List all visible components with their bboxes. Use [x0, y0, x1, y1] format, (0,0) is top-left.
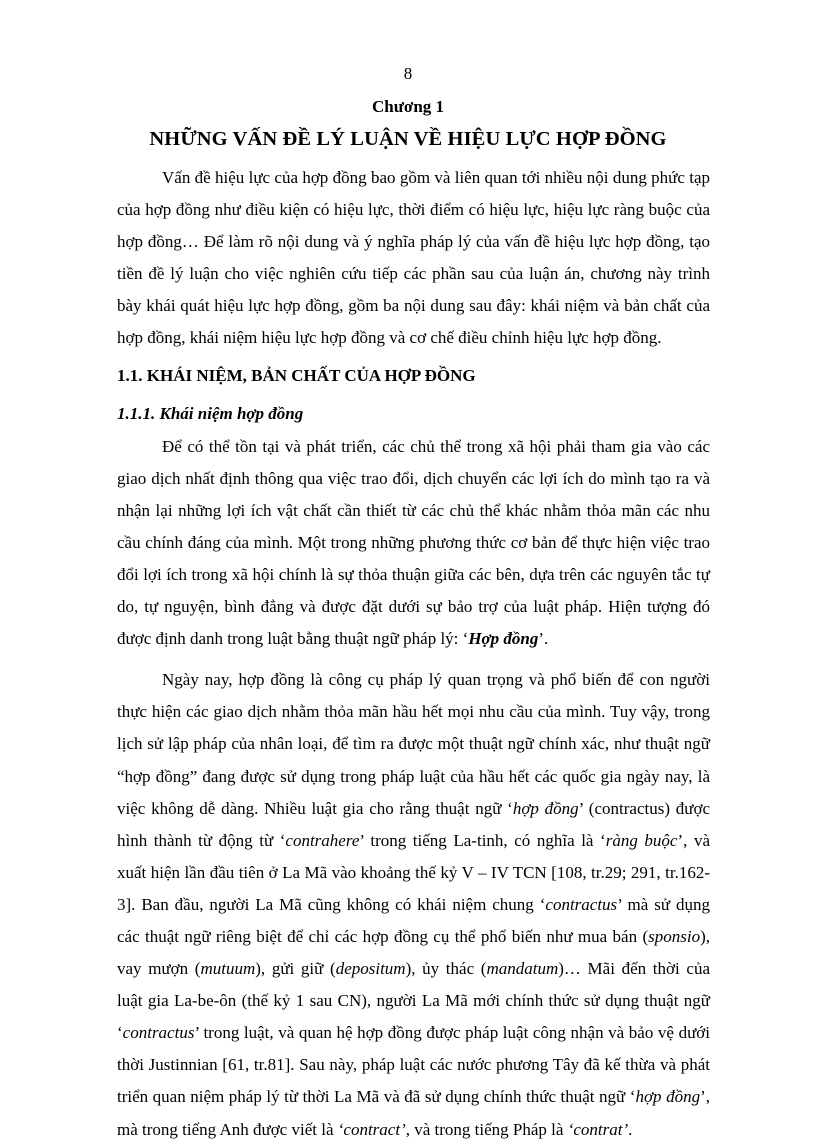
italic-term: hợp đồng	[512, 798, 579, 818]
text-run: ’ trong tiếng La-tinh, có nghĩa là ‘	[359, 830, 606, 850]
text-run: Ngày nay, hợp đồng là công cụ pháp lý quan trọng và phổ biến để con người thực hiện các giao dịch nhằm thỏa mãn hầu hết mọi nhu cầu của mình. Tuy vậy, trong lịch sử lập pháp của nhân loại, để tìm ra được một thuật ngữ chính xác, như thuật ngữ “hợp đồng” đang được sử dụng trong pháp luật của hầu hết các quốc gia ngày nay, là việc không dễ dàng. Nhiều luật gia cho rằng thuật ngữ ‘	[117, 670, 710, 818]
chapter-title: NHỮNG VẤN ĐỀ LÝ LUẬN VỀ HIỆU LỰC HỢP ĐỒNG	[149, 128, 667, 150]
text-run: ’, và xuất hiện lần đầu tiên ở La Mã vào khoảng thế kỷ V – IV TCN [108, tr.29; 291, tr.162-3]. Ban đầu, người La Mã cũng không có khái niệm chung ‘	[117, 830, 711, 914]
paragraph-contract-history	[117, 664, 710, 1145]
text-run: .	[628, 1119, 633, 1139]
paragraph-text-end: ’.	[538, 629, 549, 649]
italic-term: depositum	[335, 959, 406, 979]
page-number: 8	[403, 64, 413, 83]
text-run: , và trong tiếng Pháp là	[405, 1119, 568, 1139]
subsection-heading: 1.1.1. Khái niệm hợp đồng	[117, 403, 304, 423]
document-body	[117, 162, 710, 1146]
italic-term: ‘contract’	[337, 1119, 406, 1139]
text-run: ’ mà sử dụng các thuật ngữ riêng biệt để chỉ các hợp đồng cụ thể phổ biến như mua bán (	[117, 894, 710, 946]
paragraph-text: Để có thể tồn tại và phát triển, các chủ thể trong xã hội phải tham gia vào các giao dịch nhất định thông qua việc trao đổi, dịch chuyển các lợi ích do mình tạo ra và nhận lại những lợi ích vật chất cần thiết từ các chủ thể khác nhằm thỏa mãn các nhu cầu chính đáng của mình. Một trong những phương thức cơ bản để thực hiện việc trao đổi lợi ích trong xã hội chính là sự thỏa thuận giữa các bên, dựa trên các nguyên tắc tự do, tự nguyện, bình đẳng và được đặt dưới sự bảo trợ của luật pháp. Hiện tượng đó được định danh trong luật bằng thuật ngữ pháp lý: ‘	[117, 436, 710, 649]
text-run: ), gửi giữ (	[255, 959, 336, 979]
intro-paragraph: Vấn đề hiệu lực của hợp đồng bao gồm và liên quan tới nhiều nội dung phức tạp của hợp đồng như điều kiện có hiệu lực, thời điểm có hiệu lực, hiệu lực ràng buộc của hợp đồng… Để làm rõ nội dung và ý nghĩa pháp lý của vấn đề hiệu lực hợp đồng, tạo tiền đề lý luận cho việc nghiên cứu tiếp các phần sau của luận án, chương này trình bày khái quát hiệu lực hợp đồng, gồm ba nội dung sau đây: khái niệm và bản chất của hợp đồng, khái niệm hiệu lực hợp đồng và cơ chế điều chỉnh hiệu lực hợp đồng.	[117, 168, 710, 348]
italic-term: contractus	[545, 894, 618, 914]
italic-term: contrahere	[285, 830, 360, 850]
text-run: ’ (contractus) được hình thành từ động từ ‘	[117, 798, 710, 850]
italic-term: ràng buộc	[605, 830, 678, 850]
chapter-label: Chương 1	[371, 97, 445, 116]
italic-term: sponsio	[648, 926, 701, 946]
term-hop-dong: Hợp đồng	[468, 629, 539, 649]
text-run: ’, mà trong tiếng Anh được viết là	[117, 1087, 710, 1139]
italic-term: mandatum	[486, 959, 559, 979]
section-heading: 1.1. KHÁI NIỆM, BẢN CHẤT CỦA HỢP ĐỒNG	[117, 365, 476, 385]
italic-term: ‘contrat’	[567, 1119, 629, 1139]
italic-term: mutuum	[200, 959, 256, 979]
text-run: )… Mãi đến thời của luật gia La-be-ôn (thế kỷ 1 sau CN), người La Mã mới chính thức sử dụng thuật ngữ ‘	[117, 959, 710, 1043]
text-run: ), ủy thác (	[405, 959, 487, 979]
paragraph-contract-origin	[117, 431, 710, 656]
italic-term: contractus	[122, 1023, 195, 1043]
italic-term: hợp đồng	[635, 1087, 701, 1107]
text-run: ), vay mượn (	[117, 926, 710, 979]
text-run: ’ trong luật, và quan hệ hợp đồng được pháp luật công nhận và bảo vệ dưới thời Justinnian [61, tr.81]. Sau này, pháp luật các nước phương Tây đã kế thừa và phát triển quan niệm pháp lý từ thời La Mã và đã sử dụng chính thức thuật ngữ ‘	[117, 1023, 710, 1107]
